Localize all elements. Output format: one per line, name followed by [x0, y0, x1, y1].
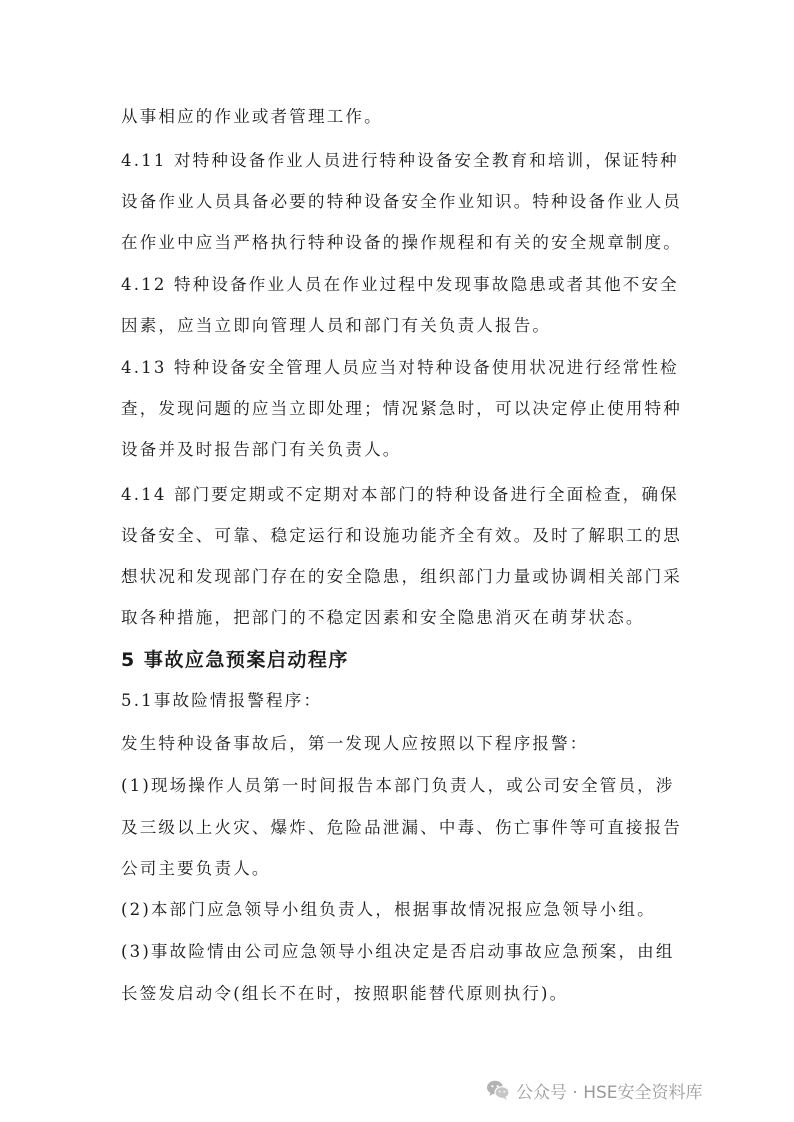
- text-line: 4.14 部门要定期或不定期对本部门的特种设备进行全面检查，确保: [121, 485, 679, 504]
- subsection-heading: 5.1事故险情报警程序：: [121, 691, 323, 710]
- list-item-line: 及三级以上火灾、爆炸、危险品泄漏、中毒、伤亡事件等可直接报告: [121, 818, 682, 837]
- text-line: 4.11 对特种设备作业人员进行特种设备安全教育和培训，保证特种: [121, 151, 679, 170]
- list-item-line: (1)现场操作人员第一时间报告本部门负责人，或公司安全管员，涉: [121, 776, 675, 795]
- text-line: 查，发现问题的应当立即处理；情况紧急时，可以决定停止使用特种: [121, 399, 682, 418]
- list-item-line: 长签发启动令(组长不在时，按照职能替代原则执行)。: [121, 984, 569, 1003]
- text-line: 设备安全、可靠、稳定运行和设施功能齐全有效。及时了解职工的思: [121, 526, 682, 545]
- text-line: 设备并及时报告部门有关负责人。: [121, 440, 402, 459]
- text-line: 想状况和发现部门存在的安全隐患，组织部门力量或协调相关部门采: [121, 567, 682, 586]
- text-line: 4.12 特种设备作业人员在作业过程中发现事故隐患或者其他不安全: [121, 275, 679, 294]
- text-line: 4.13 特种设备安全管理人员应当对特种设备使用状况进行经常性检: [121, 358, 679, 377]
- list-item-line: (2)本部门应急领导小组负责人，根据事故情况报应急领导小组。: [121, 900, 656, 919]
- watermark: [486, 1077, 703, 1103]
- watermark-text: 公众号 · HSE安全资料库: [516, 1082, 703, 1103]
- text-line: 在作业中应当严格执行特种设备的操作规程和有关的安全规章制度。: [121, 233, 682, 252]
- text-line: 因素，应当立即向管理人员和部门有关负责人报告。: [121, 316, 552, 335]
- list-item-line: (3)事故险情由公司应急领导小组决定是否启动事故应急预案，由组: [121, 942, 675, 961]
- text-line: 设备作业人员具备必要的特种设备安全作业知识。特种设备作业人员: [121, 192, 682, 211]
- text-line: 取各种措施，把部门的不稳定因素和安全隐患消灭在萌芽状态。: [121, 608, 645, 627]
- list-item-line: 公司主要负责人。: [121, 859, 271, 878]
- section-heading: 5 事故应急预案启动程序: [121, 649, 349, 671]
- text-line: 发生特种设备事故后，第一发现人应按照以下程序报警：: [121, 734, 589, 753]
- text-line: 从事相应的作业或者管理工作。: [121, 107, 383, 126]
- wechat-icon: [486, 1079, 510, 1101]
